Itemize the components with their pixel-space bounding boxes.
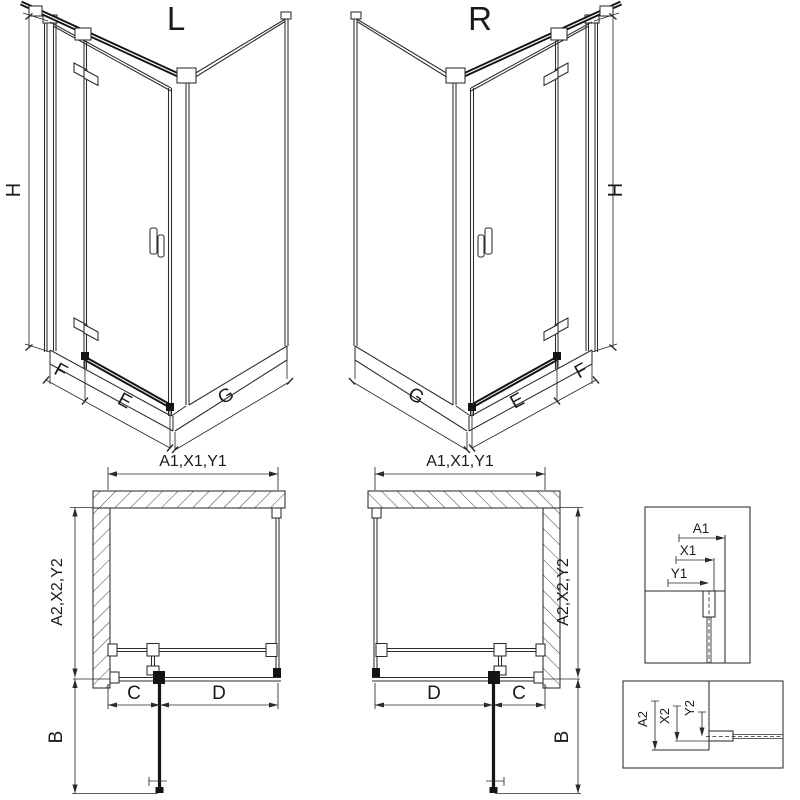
plan-depth-label-left: A2,X2,Y2 xyxy=(49,558,66,626)
detail-bottom-dimension-y xyxy=(682,700,706,736)
plan-depth-label-right: A2,X2,Y2 xyxy=(555,558,572,626)
plan-b-label-left: B xyxy=(46,730,67,744)
detail-x1-label: X1 xyxy=(679,543,697,558)
iso-line-art-left xyxy=(21,3,293,453)
detail-y2-label: Y2 xyxy=(682,700,697,716)
detail-y1-label: Y1 xyxy=(670,566,688,581)
iso-view-left xyxy=(3,0,293,453)
plan-b-label-right: B xyxy=(552,730,573,744)
detail-bottom-dimension-a xyxy=(635,701,659,750)
dim-label-g-left: G xyxy=(214,383,238,410)
detail-top-dimension-y xyxy=(668,566,709,587)
plan-view-left xyxy=(46,453,285,794)
dim-label-e-right: E xyxy=(506,388,528,414)
plan-c-label-left: C xyxy=(127,683,141,704)
detail-bottom-dimension-x xyxy=(657,706,681,741)
dim-label-g-right: G xyxy=(404,383,428,410)
detail-top-dimension-x xyxy=(676,543,714,564)
detail-a2-label: A2 xyxy=(635,711,650,727)
plan-d-label-left: D xyxy=(212,683,226,704)
iso-view-right xyxy=(349,0,627,453)
version-label-left: L xyxy=(166,0,186,37)
plan-d-label-right: D xyxy=(427,683,441,704)
dim-label-h-left: H xyxy=(3,182,25,198)
detail-x2-label: X2 xyxy=(657,708,672,724)
dim-label-h-right: H xyxy=(605,182,627,198)
plan-width-label-right: A1,X1,Y1 xyxy=(426,453,494,470)
detail-box-top xyxy=(645,507,750,663)
detail-top-dimension-a xyxy=(679,521,725,542)
plan-c-label-right: C xyxy=(512,683,526,704)
version-label-right: R xyxy=(468,0,492,37)
dim-label-f-left: F xyxy=(50,359,71,384)
plan-line-art-right-mirrored xyxy=(368,467,583,794)
detail-box-bottom xyxy=(623,681,783,768)
plan-view-right xyxy=(368,453,583,794)
dim-label-e-left: E xyxy=(114,388,136,414)
dim-label-f-right: F xyxy=(571,359,592,384)
plan-width-label-left: A1,X1,Y1 xyxy=(159,453,227,470)
detail-a1-label: A1 xyxy=(692,521,710,536)
plan-line-art-left xyxy=(70,467,285,794)
iso-line-art-right-mirrored xyxy=(349,3,621,453)
